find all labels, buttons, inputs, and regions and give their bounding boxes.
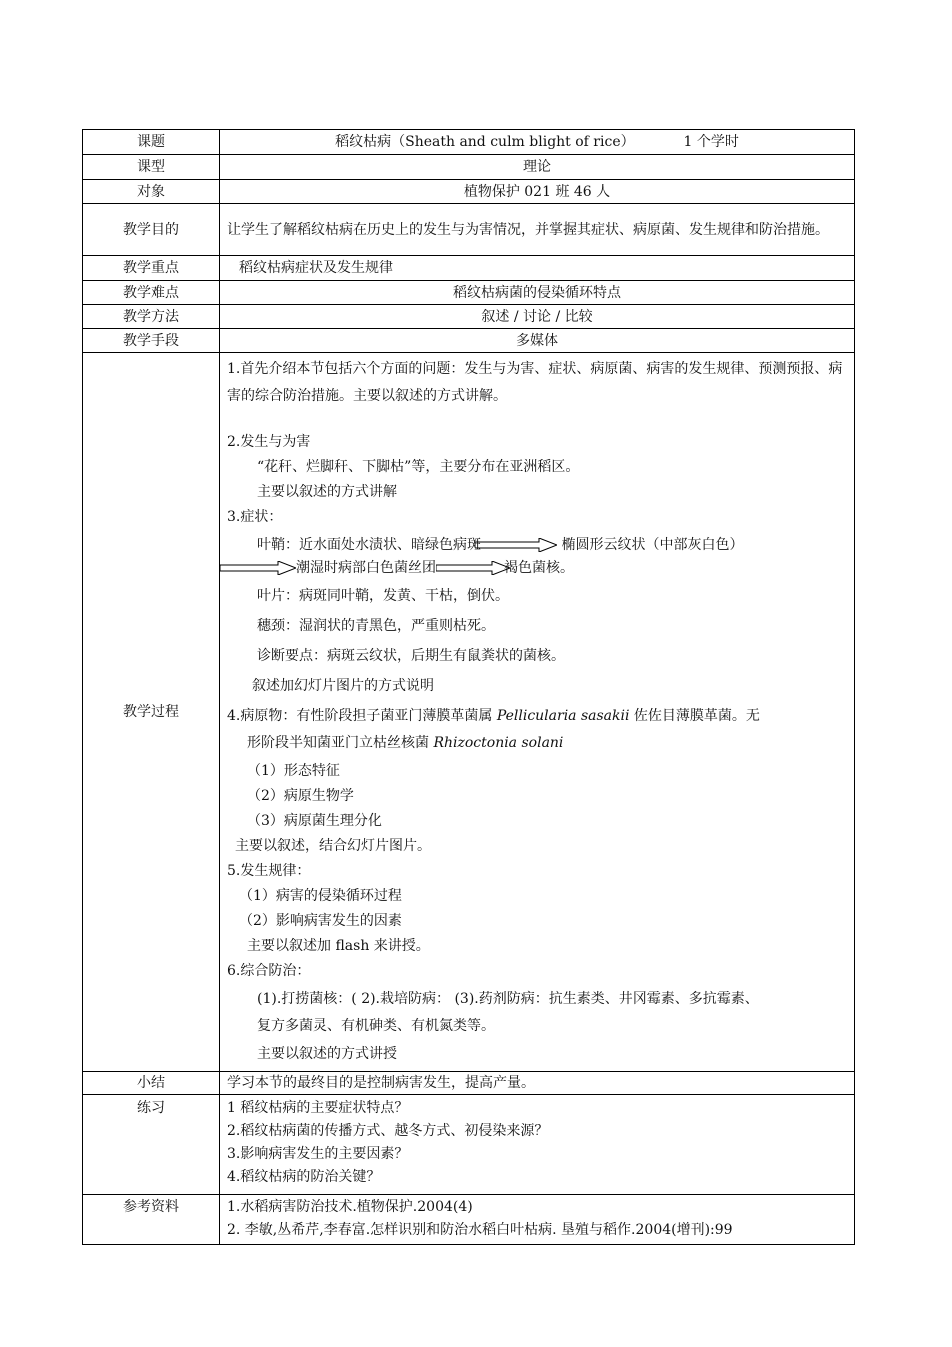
exercise-list xyxy=(220,1095,855,1195)
label-audience: 对象 xyxy=(83,180,220,204)
pathogen-item-1: （1）形态特征 xyxy=(247,763,340,779)
arrow-right-icon xyxy=(220,561,296,575)
sheath-b: 椭圆形云纹状（中部灰白色） xyxy=(561,537,744,553)
pathogen-item-3: （3）病原菌生理分化 xyxy=(247,813,382,829)
process-p6-note: 主要以叙述的方式讲授 xyxy=(257,1046,397,1062)
process-p5-note: 主要以叙述加 flash 来讲授。 xyxy=(247,938,430,954)
row-topic xyxy=(83,130,855,155)
process-p3-title: 3.症状： xyxy=(227,509,283,525)
leaf-line: 叶片：病斑同叶鞘，发黄、干枯，倒伏。 xyxy=(257,588,509,604)
summary-value: 学习本节的最终目的是控制病害发生，提高产量。 xyxy=(220,1072,855,1095)
pathogen-line-2 xyxy=(227,731,847,756)
label-type: 课型 xyxy=(83,155,220,180)
process-p5-title: 5.发生规律： xyxy=(227,863,311,879)
method-value: 叙述 / 讨论 / 比较 xyxy=(220,305,855,329)
process-p6-b: 复方多菌灵、有机砷类、有机氮类等。 xyxy=(257,1018,495,1034)
exercise-item: 4.稻纹枯病的防治关键？ xyxy=(227,1169,381,1185)
key-text: 稻纹枯病症状及发生规律 xyxy=(239,260,393,276)
label-method: 教学方法 xyxy=(83,305,220,329)
label-goal: 教学目的 xyxy=(83,204,220,256)
row-type xyxy=(83,155,855,180)
sheath-line-2 xyxy=(227,556,847,581)
process-p2-title: 2.发生与为害 xyxy=(227,434,311,450)
process-p2-a: “花秆、烂脚秆、下脚枯”等，主要分布在亚洲稻区。 xyxy=(257,459,580,475)
ref-item: 2. 李敏,丛希芹,李春富.怎样识别和防治水稻白叶枯病. 垦殖与稻作.2004(增刊):99 xyxy=(227,1222,733,1238)
arrow-right-icon xyxy=(475,538,557,552)
label-exercise: 练习 xyxy=(83,1095,220,1195)
label-difficulty: 教学难点 xyxy=(83,281,220,305)
ref-item: 1.水稻病害防治技术.植物保护.2004(4) xyxy=(227,1199,473,1215)
process-p6-title: 6.综合防治： xyxy=(227,963,311,979)
process-p6-a: (1).打捞菌核：( 2).栽培防病： (3).药剂防病：抗生素类、井冈霉素、多抗霉素、 xyxy=(257,991,759,1007)
label-key: 教学重点 xyxy=(83,256,220,281)
row-means xyxy=(83,329,855,353)
process-p5-item-1: （1）病害的侵染循环过程 xyxy=(239,888,402,904)
sheath-a: 叶鞘：近水面处水渍状、暗绿色病斑 xyxy=(257,537,481,553)
process-p1: 1.首先介绍本节包括六个方面的问题：发生与为害、症状、病原菌、病害的发生规律、预测预报、病害的综合防治措施。主要以叙述的方式讲解。 xyxy=(227,361,843,404)
label-refs: 参考资料 xyxy=(83,1195,220,1245)
row-summary xyxy=(83,1072,855,1095)
diagnosis-line: 诊断要点：病斑云纹状，后期生有鼠粪状的菌核。 xyxy=(257,648,565,664)
goal-value: 让学生了解稻纹枯病在历史上的发生与为害情况，并掌握其症状、病原菌、发生规律和防治措施。 xyxy=(220,204,855,256)
type-value: 理论 xyxy=(220,155,855,180)
process-p3-note: 叙述加幻灯片图片的方式说明 xyxy=(252,678,434,694)
panicle-line: 穗颈：湿润状的青黑色，严重则枯死。 xyxy=(257,618,495,634)
pathogen-sci-name-2: Rhizoctonia solani xyxy=(433,735,564,751)
pathogen-line-1 xyxy=(227,701,847,731)
means-value: 多媒体 xyxy=(220,329,855,353)
topic-hours: 1 个学时 xyxy=(683,134,739,150)
row-refs xyxy=(83,1195,855,1245)
row-method xyxy=(83,305,855,329)
key-value xyxy=(220,256,855,281)
process-p5-item-2: （2）影响病害发生的因素 xyxy=(239,913,402,929)
pathogen-sci-name-1: Pellicularia sasakii xyxy=(496,708,630,724)
pathogen-item-2: （2）病原生物学 xyxy=(247,788,354,804)
topic-value: 稻纹枯病（Sheath and culm blight of rice） xyxy=(335,134,635,150)
process-p2-b: 主要以叙述的方式讲解 xyxy=(257,484,397,500)
refs-list xyxy=(220,1195,855,1245)
process-content xyxy=(220,353,855,1072)
label-process: 教学过程 xyxy=(83,353,220,1072)
row-exercise xyxy=(83,1095,855,1195)
topic-cell xyxy=(220,130,855,155)
difficulty-value: 稻纹枯病菌的侵染循环特点 xyxy=(220,281,855,305)
sheath-d: 褐色菌核。 xyxy=(504,560,574,576)
pathogen-text-c: 形阶段半知菌亚门立枯丝核菌 xyxy=(247,735,434,751)
label-means: 教学手段 xyxy=(83,329,220,353)
audience-value: 植物保护 021 班 46 人 xyxy=(220,180,855,204)
exercise-item: 2.稻纹枯病菌的传播方式、越冬方式、初侵染来源？ xyxy=(227,1123,549,1139)
lesson-plan-table xyxy=(82,129,855,1245)
row-goal xyxy=(83,204,855,256)
exercise-item: 3.影响病害发生的主要因素？ xyxy=(227,1146,409,1162)
row-difficulty xyxy=(83,281,855,305)
row-audience xyxy=(83,180,855,204)
pathogen-text-b: 佐佐目薄膜革菌。无 xyxy=(629,708,760,724)
exercise-item: 1 稻纹枯病的主要症状特点？ xyxy=(227,1100,409,1116)
row-key xyxy=(83,256,855,281)
label-topic: 课题 xyxy=(83,130,220,155)
pathogen-text-a: 4.病原物：有性阶段担子菌亚门薄膜革菌属 xyxy=(227,708,497,724)
pathogen-note: 主要以叙述，结合幻灯片图片。 xyxy=(235,838,431,854)
row-process xyxy=(83,353,855,1072)
label-summary: 小结 xyxy=(83,1072,220,1095)
sheath-c: 潮湿时病部白色菌丝团 xyxy=(296,560,436,576)
arrow-right-icon xyxy=(436,561,510,575)
